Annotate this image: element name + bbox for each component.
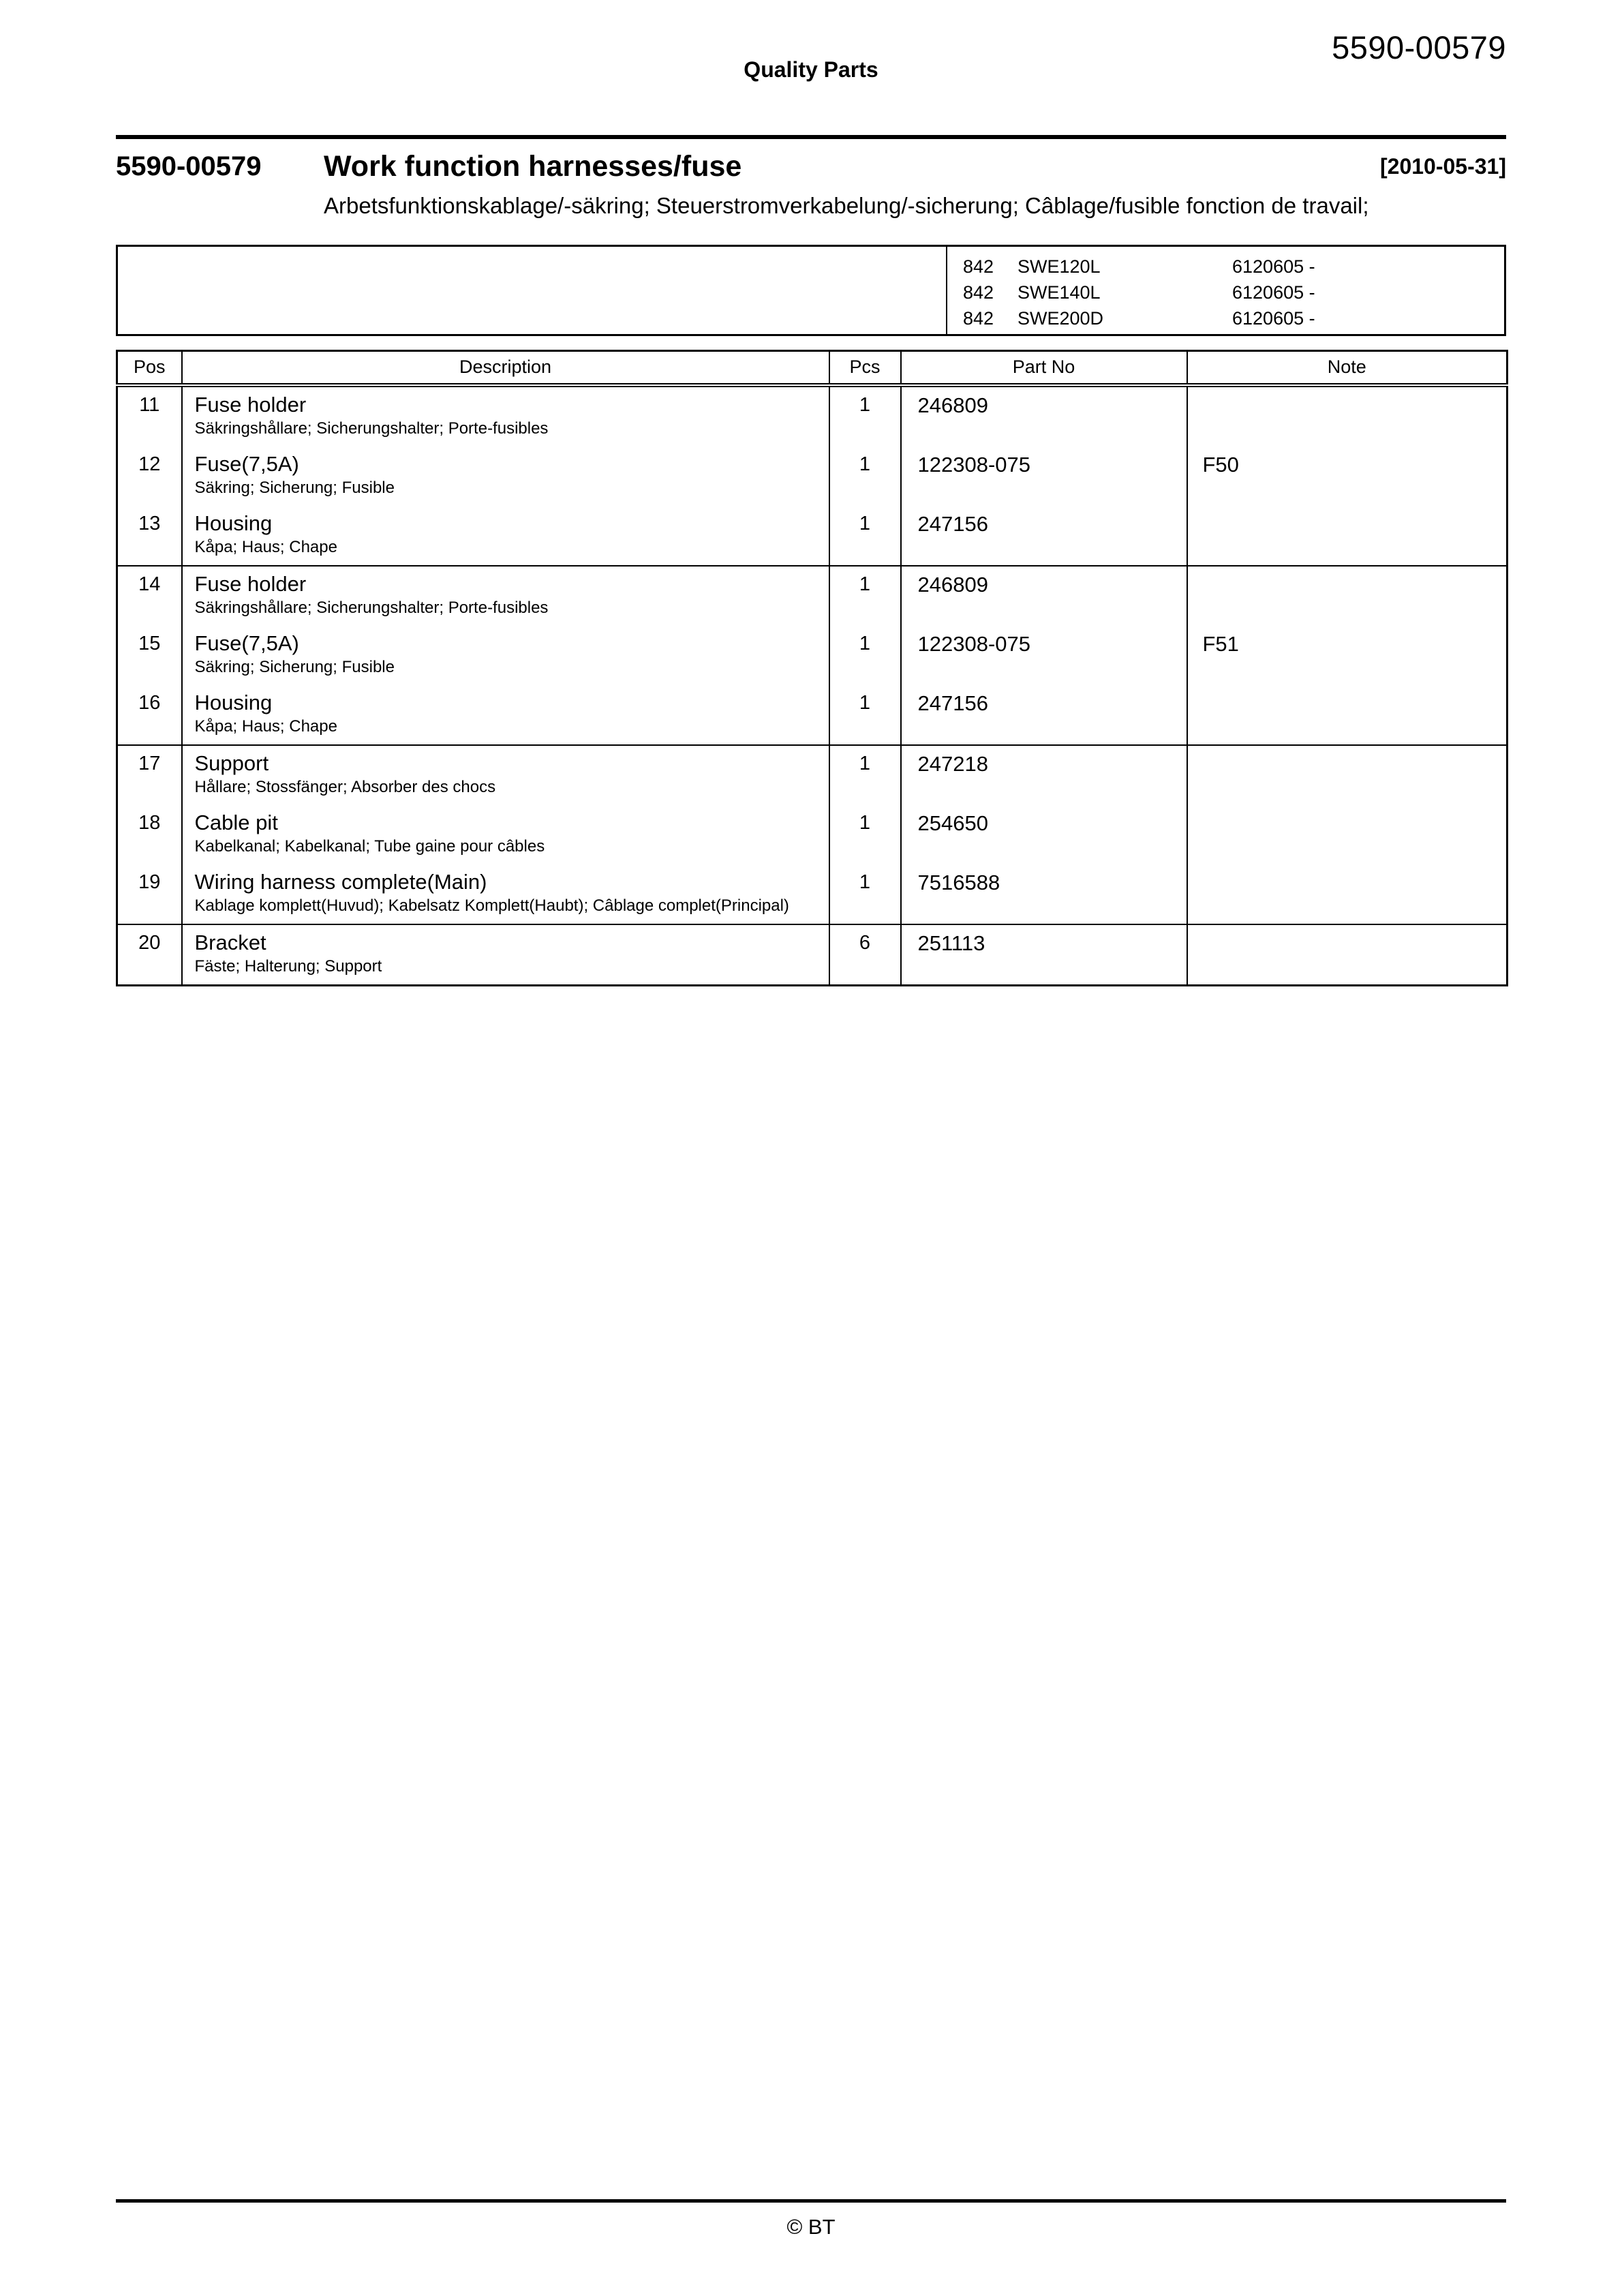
header-note: Note: [1187, 351, 1508, 385]
description-translations: Fäste; Halterung; Support: [194, 956, 382, 976]
header-part-no: Part No: [901, 351, 1187, 385]
cell-note: [1187, 924, 1508, 986]
cell-part-no: 122308-075: [901, 626, 1187, 685]
cell-pcs: 1: [829, 447, 901, 506]
cell-description: [182, 864, 829, 924]
cell-description: [182, 924, 829, 986]
table-row: [117, 924, 1508, 986]
cell-description: [182, 447, 829, 506]
header-pos: Pos: [117, 351, 182, 385]
cell-description: [182, 685, 829, 745]
cell-part-no: 247156: [901, 506, 1187, 566]
table-row: [117, 805, 1508, 864]
cell-part-no: 7516588: [901, 864, 1187, 924]
cell-part-no: 246809: [901, 566, 1187, 626]
cell-description: [182, 626, 829, 685]
doc-number: 5590-00579: [116, 151, 262, 181]
model-table-divider: [946, 247, 947, 334]
cell-note: [1187, 506, 1508, 566]
cell-pos: 18: [117, 805, 182, 864]
cell-note: F51: [1187, 626, 1508, 685]
cell-part-no: 247156: [901, 685, 1187, 745]
cell-pos: 13: [117, 506, 182, 566]
parts-table: [116, 350, 1508, 986]
model-serial-range: 6120605 -: [1232, 256, 1315, 277]
cell-pos: 16: [117, 685, 182, 745]
cell-pos: 15: [117, 626, 182, 685]
model-applicability-table: [116, 245, 1506, 336]
description-main: Fuse(7,5A): [194, 631, 299, 655]
cell-note: [1187, 385, 1508, 447]
model-code: 842: [963, 308, 994, 329]
description-main: Support: [194, 751, 269, 775]
cell-part-no: 247218: [901, 745, 1187, 805]
cell-note: [1187, 745, 1508, 805]
cell-pcs: 1: [829, 745, 901, 805]
cell-description: [182, 745, 829, 805]
table-row: [117, 506, 1508, 566]
model-row: [963, 305, 1315, 331]
page-content: [116, 0, 1506, 986]
cell-description: [182, 805, 829, 864]
description-main: Housing: [194, 690, 273, 714]
model-row: [963, 280, 1315, 305]
header-brand-title: Quality Parts: [744, 57, 878, 82]
cell-note: [1187, 566, 1508, 626]
cell-description: [182, 566, 829, 626]
description-main: Fuse holder: [194, 571, 307, 596]
table-row: [117, 566, 1508, 626]
description-translations: Kåpa; Haus; Chape: [194, 716, 337, 736]
table-row: [117, 685, 1508, 745]
model-code: 842: [963, 282, 994, 303]
table-row: [117, 864, 1508, 924]
description-translations: Säkring; Sicherung; Fusible: [194, 478, 395, 497]
cell-part-no: 122308-075: [901, 447, 1187, 506]
cell-note: [1187, 864, 1508, 924]
table-row: [117, 385, 1508, 447]
cell-pos: 12: [117, 447, 182, 506]
description-translations: Säkringshållare; Sicherungshalter; Porte-fusibles: [194, 419, 549, 438]
description-translations: Hållare; Stossfänger; Absorber des chocs: [194, 777, 496, 796]
parts-table-body: [117, 385, 1508, 986]
description-translations: Kabelkanal; Kabelkanal; Tube gaine pour câbles: [194, 836, 545, 856]
cell-pcs: 1: [829, 385, 901, 447]
cell-pos: 19: [117, 864, 182, 924]
cell-part-no: 246809: [901, 385, 1187, 447]
page-title: Work function harnesses/fuse: [324, 150, 742, 183]
page-header: [116, 0, 1506, 135]
model-name: SWE140L: [1017, 282, 1101, 303]
cell-pcs: 1: [829, 805, 901, 864]
header-rule: [116, 135, 1506, 139]
model-code: 842: [963, 256, 994, 277]
cell-pcs: 1: [829, 506, 901, 566]
cell-description: [182, 506, 829, 566]
footer-rule: [116, 2199, 1506, 2203]
page-footer: [116, 2199, 1506, 2239]
cell-note: F50: [1187, 447, 1508, 506]
revision-date: [2010-05-31]: [1380, 154, 1506, 179]
description-main: Bracket: [194, 930, 266, 954]
model-name: SWE120L: [1017, 256, 1101, 277]
cell-note: [1187, 685, 1508, 745]
cell-pos: 20: [117, 924, 182, 986]
header-doc-number: 5590-00579: [1332, 29, 1506, 65]
description-main: Cable pit: [194, 810, 278, 834]
model-rows: [963, 254, 1315, 331]
table-row: [117, 745, 1508, 805]
cell-description: [182, 385, 829, 447]
description-main: Fuse(7,5A): [194, 451, 299, 476]
cell-pcs: 6: [829, 924, 901, 986]
cell-pos: 17: [117, 745, 182, 805]
cell-part-no: 254650: [901, 805, 1187, 864]
model-serial-range: 6120605 -: [1232, 282, 1315, 303]
cell-pos: 14: [117, 566, 182, 626]
description-translations: Kablage komplett(Huvud); Kabelsatz Komplett(Haubt); Câblage complet(Principal): [194, 896, 789, 915]
header-row: [117, 351, 1508, 385]
header-description: Description: [182, 351, 829, 385]
cell-pcs: 1: [829, 626, 901, 685]
model-serial-range: 6120605 -: [1232, 308, 1315, 329]
cell-pcs: 1: [829, 566, 901, 626]
table-row: [117, 626, 1508, 685]
description-main: Fuse holder: [194, 392, 307, 417]
description-translations: Säkringshållare; Sicherungshalter; Porte-fusibles: [194, 598, 549, 617]
header-pcs: Pcs: [829, 351, 901, 385]
model-name: SWE200D: [1017, 308, 1104, 329]
cell-note: [1187, 805, 1508, 864]
cell-pos: 11: [117, 385, 182, 447]
description-translations: Kåpa; Haus; Chape: [194, 537, 337, 556]
description-translations: Säkring; Sicherung; Fusible: [194, 657, 395, 676]
cell-pcs: 1: [829, 864, 901, 924]
title-row: [116, 150, 1506, 183]
model-row: [963, 254, 1315, 280]
parts-table-header: [117, 351, 1508, 385]
cell-pcs: 1: [829, 685, 901, 745]
footer-copyright: © BT: [786, 2215, 836, 2239]
table-row: [117, 447, 1508, 506]
page-subtitle: Arbetsfunktionskablage/-säkring; Steuerstromverkabelung/-sicherung; Câblage/fusible fonction de travail;: [324, 193, 1369, 218]
description-main: Housing: [194, 511, 273, 535]
description-main: Wiring harness complete(Main): [194, 869, 487, 894]
cell-part-no: 251113: [901, 924, 1187, 986]
